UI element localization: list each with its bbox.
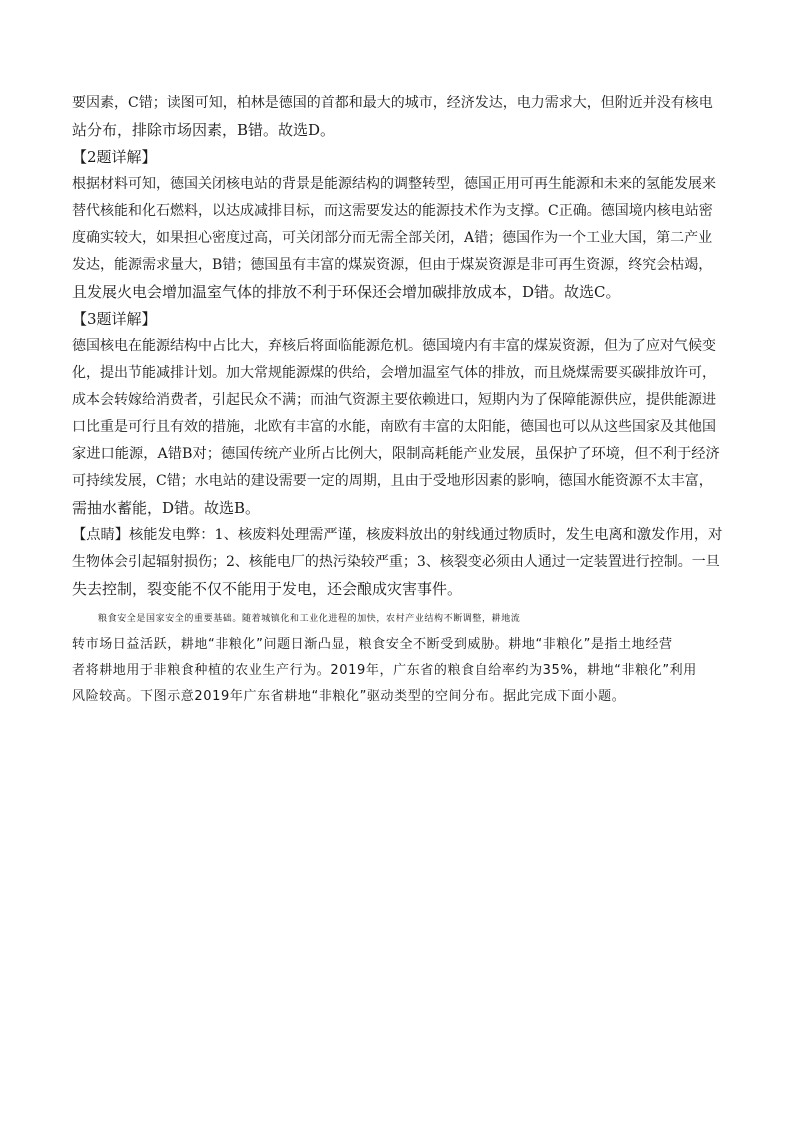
text-line: 失去控制，裂变能不仅不能用于发电，还会酿成灾害事件。 — [72, 580, 463, 598]
text-line: 者将耕地用于非粮食种植的农业生产行为。2019年，广东省的粮食自给率约为35%，耕地“非粮化”利用 — [72, 663, 697, 678]
text-line: 需抽水蓄能，D错。故选B。 — [72, 499, 261, 517]
tip-paragraph — [72, 522, 722, 603]
text-line: 【点睛】核能发电弊：1、核废料处理需严谨，核废料放出的射线通过物质时，发生电离和激发作用，对 — [72, 527, 723, 543]
text-line: 化，提出节能减排计划。加大常规能源煤的供给，会增加温室气体的排放，而且烧煤需要买碳排放许可， — [72, 365, 716, 381]
answer-paragraph-3 — [72, 333, 722, 522]
text-line: 且发展火电会增加温室气体的排放不利于环保还会增加碳排放成本，D错。故选C。 — [72, 283, 621, 301]
text-line: 生物体会引起辐射损伤；2、核能电厂的热污染较严重；3、核裂变必须由人通过一定装置进行控制。一旦 — [72, 554, 720, 570]
text-line: 成本会转嫁给消费者，引起民众不满；而油气资源主要依赖进口，短期内为了保障能源供应，提供能源进 — [72, 392, 716, 408]
text-line: 口比重是可行且有效的措施，北欧有丰富的水能，南欧有丰富的太阳能，德国也可以从这些国家及其他国 — [72, 419, 716, 435]
text-line: 可持续发展，C错；水电站的建设需要一定的周期，且由于受地形因素的影响，德国水能资源不太丰富， — [72, 473, 713, 489]
reading-passage — [72, 606, 722, 710]
text-line: 根据材料可知，德国关闭核电站的背景是能源结构的调整转型，德国正用可再生能源和未来的氢能发展来 — [72, 176, 716, 192]
text-line: 风险较高。下图示意2019年广东省耕地“非粮化”驱动类型的空间分布。据此完成下面小题。 — [72, 689, 626, 704]
text-line: 德国核电在能源结构中占比大，弃核后将面临能源危机。德国境内有丰富的煤炭资源，但为了应对气候变 — [72, 338, 716, 354]
question-3-heading: 【3题详解】 — [72, 310, 157, 328]
text-line: 度确实较大，如果担心密度过高，可关闭部分而无需全部关闭，A错；德国作为一个工业大国，第二产业 — [72, 230, 713, 246]
text-line: 站分布，排除市场因素，B错。故选D。 — [72, 121, 336, 139]
answer-paragraph-1 — [72, 90, 722, 144]
text-line: 替代核能和化石燃料，以达成减排目标，而这需要发达的能源技术作为支撑。C正确。德国境内核电站密 — [72, 203, 713, 219]
text-line: 发达，能源需求量大，B错；德国虽有丰富的煤炭资源，但由于煤炭资源是非可再生资源，终究会枯竭， — [72, 257, 713, 273]
text-line: 转市场日益活跃，耕地“非粮化”问题日渐凸显，粮食安全不断受到威胁。耕地“非粮化”是指土地经营 — [72, 637, 673, 652]
question-2-heading: 【2题详解】 — [72, 148, 157, 166]
answer-paragraph-2 — [72, 171, 722, 306]
text-line: 要因素，C错；读图可知，柏林是德国的首都和最大的城市，经济发达，电力需求大，但附近并没有核电 — [72, 95, 713, 111]
text-line: 粮食安全是国家安全的重要基础。随着城镇化和工业化进程的加快，农村产业结构不断调整，耕地流 — [98, 614, 521, 624]
tip-label: 【点睛】 — [72, 527, 130, 543]
text-line: 家进口能源，A错B对；德国传统产业所占比例大，限制高耗能产业发展，虽保护了环境，但不利于经济 — [72, 446, 720, 462]
document-content — [72, 90, 722, 710]
